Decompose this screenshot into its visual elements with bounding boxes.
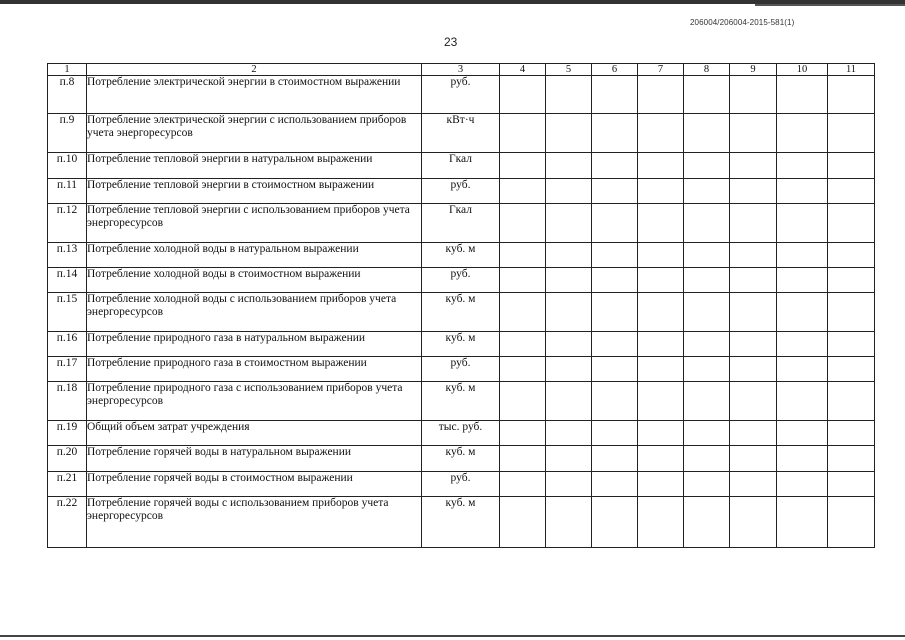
value-cell-col-11 (828, 332, 875, 357)
page-number: 23 (444, 35, 458, 49)
value-cell-col-6 (592, 357, 638, 382)
row-name: Потребление холодной воды в стоимостном выражении (87, 268, 422, 293)
value-cell-col-8 (684, 357, 730, 382)
value-cell-col-10 (777, 382, 828, 421)
row-name: Общий объем затрат учреждения (87, 421, 422, 446)
row-number: п.11 (48, 179, 87, 204)
value-cell-col-9 (730, 243, 777, 268)
table-row (48, 204, 875, 243)
col-header-1: 1 (48, 64, 87, 76)
row-name: Потребление горячей воды в натуральном выражении (87, 446, 422, 472)
value-cell-col-7 (638, 472, 684, 497)
value-cell-col-8 (684, 179, 730, 204)
table-row (48, 382, 875, 421)
value-cell-col-8 (684, 114, 730, 153)
value-cell-col-10 (777, 179, 828, 204)
row-number: п.16 (48, 332, 87, 357)
value-cell-col-6 (592, 268, 638, 293)
value-cell-col-11 (828, 472, 875, 497)
value-cell-col-10 (777, 114, 828, 153)
value-cell-col-8 (684, 243, 730, 268)
value-cell-col-5 (546, 114, 592, 153)
value-cell-col-6 (592, 76, 638, 114)
value-cell-col-10 (777, 421, 828, 446)
value-cell-col-9 (730, 204, 777, 243)
row-unit: куб. м (422, 243, 500, 268)
value-cell-col-11 (828, 204, 875, 243)
value-cell-col-9 (730, 293, 777, 332)
value-cell-col-8 (684, 382, 730, 421)
value-cell-col-10 (777, 243, 828, 268)
value-cell-col-8 (684, 153, 730, 179)
value-cell-col-10 (777, 153, 828, 179)
table-row (48, 76, 875, 114)
value-cell-col-7 (638, 179, 684, 204)
value-cell-col-11 (828, 446, 875, 472)
value-cell-col-11 (828, 421, 875, 446)
row-number: п.20 (48, 446, 87, 472)
value-cell-col-4 (500, 268, 546, 293)
value-cell-col-10 (777, 332, 828, 357)
value-cell-col-5 (546, 446, 592, 472)
value-cell-col-6 (592, 497, 638, 548)
row-name: Потребление тепловой энергии с использованием приборов учета энергоресурсов (87, 204, 422, 243)
row-name: Потребление природного газа с использованием приборов учета энергоресурсов (87, 382, 422, 421)
row-name: Потребление природного газа в стоимостном выражении (87, 357, 422, 382)
value-cell-col-9 (730, 382, 777, 421)
value-cell-col-5 (546, 497, 592, 548)
value-cell-col-9 (730, 357, 777, 382)
value-cell-col-6 (592, 114, 638, 153)
value-cell-col-11 (828, 382, 875, 421)
value-cell-col-5 (546, 472, 592, 497)
col-header-2: 2 (87, 64, 422, 76)
value-cell-col-11 (828, 357, 875, 382)
value-cell-col-5 (546, 382, 592, 421)
value-cell-col-7 (638, 153, 684, 179)
value-cell-col-8 (684, 268, 730, 293)
value-cell-col-6 (592, 179, 638, 204)
value-cell-col-10 (777, 204, 828, 243)
col-header-6: 6 (592, 64, 638, 76)
value-cell-col-4 (500, 472, 546, 497)
value-cell-col-5 (546, 293, 592, 332)
row-unit: руб. (422, 76, 500, 114)
value-cell-col-9 (730, 268, 777, 293)
value-cell-col-10 (777, 357, 828, 382)
header-row (48, 64, 875, 76)
consumption-table (47, 63, 875, 548)
row-unit: куб. м (422, 332, 500, 357)
value-cell-col-11 (828, 243, 875, 268)
value-cell-col-6 (592, 472, 638, 497)
value-cell-col-11 (828, 114, 875, 153)
row-unit: Гкал (422, 204, 500, 243)
col-header-11: 11 (828, 64, 875, 76)
row-number: п.8 (48, 76, 87, 114)
table-row (48, 357, 875, 382)
row-number: п.22 (48, 497, 87, 548)
value-cell-col-4 (500, 204, 546, 243)
row-number: п.15 (48, 293, 87, 332)
value-cell-col-4 (500, 421, 546, 446)
table-row (48, 153, 875, 179)
value-cell-col-4 (500, 243, 546, 268)
value-cell-col-4 (500, 446, 546, 472)
value-cell-col-9 (730, 446, 777, 472)
col-header-10: 10 (777, 64, 828, 76)
value-cell-col-6 (592, 446, 638, 472)
col-header-7: 7 (638, 64, 684, 76)
value-cell-col-8 (684, 293, 730, 332)
value-cell-col-7 (638, 114, 684, 153)
row-unit: куб. м (422, 382, 500, 421)
value-cell-col-11 (828, 153, 875, 179)
value-cell-col-5 (546, 179, 592, 204)
value-cell-col-10 (777, 76, 828, 114)
row-name: Потребление природного газа в натуральном выражении (87, 332, 422, 357)
value-cell-col-10 (777, 293, 828, 332)
row-name: Потребление электрической энергии с использованием приборов учета энергоресурсов (87, 114, 422, 153)
value-cell-col-10 (777, 268, 828, 293)
table-row (48, 446, 875, 472)
value-cell-col-7 (638, 204, 684, 243)
table-row (48, 243, 875, 268)
row-unit: руб. (422, 268, 500, 293)
table-row (48, 332, 875, 357)
value-cell-col-7 (638, 268, 684, 293)
value-cell-col-7 (638, 446, 684, 472)
value-cell-col-9 (730, 153, 777, 179)
value-cell-col-6 (592, 382, 638, 421)
document-id: 206004/206004-2015-581(1) (690, 18, 795, 27)
table-row (48, 421, 875, 446)
row-name: Потребление холодной воды в натуральном выражении (87, 243, 422, 268)
row-unit: руб. (422, 472, 500, 497)
row-unit: куб. м (422, 293, 500, 332)
value-cell-col-6 (592, 204, 638, 243)
value-cell-col-5 (546, 421, 592, 446)
value-cell-col-8 (684, 332, 730, 357)
value-cell-col-7 (638, 357, 684, 382)
scan-edge-top-right (755, 4, 905, 6)
row-number: п.18 (48, 382, 87, 421)
value-cell-col-11 (828, 497, 875, 548)
value-cell-col-6 (592, 421, 638, 446)
col-header-4: 4 (500, 64, 546, 76)
col-header-3: 3 (422, 64, 500, 76)
row-unit: тыс. руб. (422, 421, 500, 446)
row-name: Потребление тепловой энергии в стоимостном выражении (87, 179, 422, 204)
col-header-8: 8 (684, 64, 730, 76)
value-cell-col-6 (592, 243, 638, 268)
value-cell-col-9 (730, 421, 777, 446)
row-unit: Гкал (422, 153, 500, 179)
value-cell-col-7 (638, 382, 684, 421)
value-cell-col-9 (730, 114, 777, 153)
row-name: Потребление холодной воды с использованием приборов учета энергоресурсов (87, 293, 422, 332)
table-row (48, 179, 875, 204)
value-cell-col-9 (730, 472, 777, 497)
value-cell-col-4 (500, 114, 546, 153)
value-cell-col-6 (592, 332, 638, 357)
value-cell-col-4 (500, 382, 546, 421)
value-cell-col-4 (500, 179, 546, 204)
table-row (48, 472, 875, 497)
value-cell-col-5 (546, 332, 592, 357)
value-cell-col-11 (828, 293, 875, 332)
row-name: Потребление электрической энергии в стоимостном выражении (87, 76, 422, 114)
value-cell-col-10 (777, 446, 828, 472)
scan-edge-bottom (0, 632, 905, 640)
value-cell-col-6 (592, 153, 638, 179)
row-number: п.19 (48, 421, 87, 446)
value-cell-col-11 (828, 268, 875, 293)
value-cell-col-8 (684, 76, 730, 114)
value-cell-col-4 (500, 332, 546, 357)
value-cell-col-10 (777, 472, 828, 497)
row-number: п.13 (48, 243, 87, 268)
value-cell-col-4 (500, 497, 546, 548)
table-row (48, 293, 875, 332)
value-cell-col-5 (546, 243, 592, 268)
value-cell-col-9 (730, 497, 777, 548)
value-cell-col-4 (500, 293, 546, 332)
value-cell-col-8 (684, 497, 730, 548)
value-cell-col-11 (828, 179, 875, 204)
row-number: п.14 (48, 268, 87, 293)
value-cell-col-4 (500, 153, 546, 179)
table-row (48, 497, 875, 548)
col-header-9: 9 (730, 64, 777, 76)
row-number: п.12 (48, 204, 87, 243)
value-cell-col-8 (684, 421, 730, 446)
value-cell-col-6 (592, 293, 638, 332)
value-cell-col-5 (546, 76, 592, 114)
value-cell-col-7 (638, 497, 684, 548)
value-cell-col-10 (777, 497, 828, 548)
value-cell-col-11 (828, 76, 875, 114)
value-cell-col-9 (730, 179, 777, 204)
table-row (48, 114, 875, 153)
row-unit: руб. (422, 179, 500, 204)
value-cell-col-9 (730, 332, 777, 357)
row-number: п.10 (48, 153, 87, 179)
row-unit: куб. м (422, 497, 500, 548)
value-cell-col-7 (638, 332, 684, 357)
row-unit: куб. м (422, 446, 500, 472)
row-number: п.17 (48, 357, 87, 382)
row-name: Потребление горячей воды в стоимостном выражении (87, 472, 422, 497)
value-cell-col-8 (684, 446, 730, 472)
row-number: п.9 (48, 114, 87, 153)
row-number: п.21 (48, 472, 87, 497)
value-cell-col-7 (638, 421, 684, 446)
col-header-5: 5 (546, 64, 592, 76)
value-cell-col-5 (546, 357, 592, 382)
row-unit: руб. (422, 357, 500, 382)
row-unit: кВт·ч (422, 114, 500, 153)
value-cell-col-4 (500, 357, 546, 382)
value-cell-col-5 (546, 153, 592, 179)
value-cell-col-7 (638, 76, 684, 114)
value-cell-col-8 (684, 204, 730, 243)
value-cell-col-5 (546, 204, 592, 243)
value-cell-col-8 (684, 472, 730, 497)
value-cell-col-4 (500, 76, 546, 114)
value-cell-col-9 (730, 76, 777, 114)
table-row (48, 268, 875, 293)
row-name: Потребление тепловой энергии в натуральном выражении (87, 153, 422, 179)
row-name: Потребление горячей воды с использованием приборов учета энергоресурсов (87, 497, 422, 548)
value-cell-col-5 (546, 268, 592, 293)
table-body (48, 76, 875, 548)
value-cell-col-7 (638, 293, 684, 332)
value-cell-col-7 (638, 243, 684, 268)
